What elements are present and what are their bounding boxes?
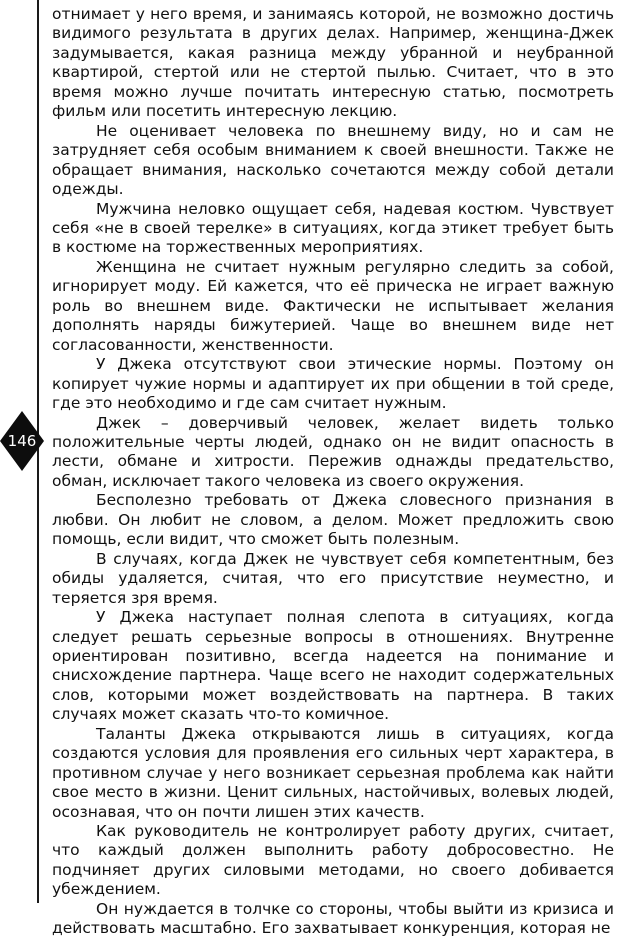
page-number: 146 [7, 432, 37, 450]
paragraph: Бесполезно требовать от Джека словесного признания в любви. Он любит не словом, а делом. Может предложить свою помощь, если видит, что сможет быть полезным. [52, 491, 614, 549]
paragraph: У Джека наступает полная слепота в ситуациях, когда следует решать серьезные вопросы в отношениях. Внутренне ориентирован позитивно, всегда надеется на понимание и снисхождение партнера. Чаще всего не находит содержательных слов, которыми может воздействовать на партнера. В таких случаях может сказать что-то комичное. [52, 608, 614, 724]
paragraph: У Джека отсутствуют свои этические нормы. Поэтому он копирует чужие нормы и адаптирует их при общении в той среде, где это необходимо и где сам считает нужным. [52, 355, 614, 413]
paragraph: Женщина не считает нужным регулярно следить за собой, игнорирует моду. Ей кажется, что её прическа не играет важную роль во внешнем виде. Фактически не испытывает желания дополнять наряды бижутерией. Чаще во внешнем виде нет согласованности, женственности. [52, 257, 614, 354]
paragraph: Как руководитель не контролирует работу других, считает, что каждый должен выполнить работу добросовестно. Не подчиняет других силовыми методами, но своего добивается убеждением. [52, 822, 614, 899]
paragraph: Джек – доверчивый человек, желает видеть только положительные черты людей, однако он не видит опасность в лести, обмане и хитрости. Пережив однажды предательство, обман, исключает такого человека из своего окружения. [52, 413, 614, 490]
paragraph: Таланты Джека открываются лишь в ситуациях, когда создаются условия для проявления его сильных черт характера, в противном случае у него возникает серьезная проблема как найти свое место в жизни. Ценит сильных, настойчивых, волевых людей, осознавая, что он почти лишен этих качеств. [52, 724, 614, 821]
body-text [52, 5, 614, 939]
paragraph: Мужчина неловко ощущает себя, надевая костюм. Чувствует себя «не в своей терелке» в ситуациях, когда этикет требует быть в костюме на торжественных мероприятиях. [52, 199, 614, 257]
page-number-badge [0, 411, 44, 471]
paragraph: Он нуждается в толчке со стороны, чтобы выйти из кризиса и действовать масштабно. Его захватывает конкуренция, которая не [52, 899, 614, 938]
paragraph: В случаях, когда Джек не чувствует себя компетентным, без обиды удаляется, считая, что его присутствие неуместно, и теряется зря время. [52, 549, 614, 607]
paragraph: Не оценивает человека по внешнему виду, но и сам не затрудняет себя особым вниманием к своей внешности. Также не обращает внимания, насколько сочетаются между собой детали одежды. [52, 121, 614, 199]
paragraph: отнимает у него время, и занимаясь которой, не возможно достичь видимого результата в других делах. Например, женщина-Джек задумывается, какая разница между убранной и неубранной квартирой, стертой или не стертой пылью. Считает, что в это время можно лучше почитать интересную статью, посмотреть фильм или посетить интересную лекцию. [52, 5, 614, 121]
